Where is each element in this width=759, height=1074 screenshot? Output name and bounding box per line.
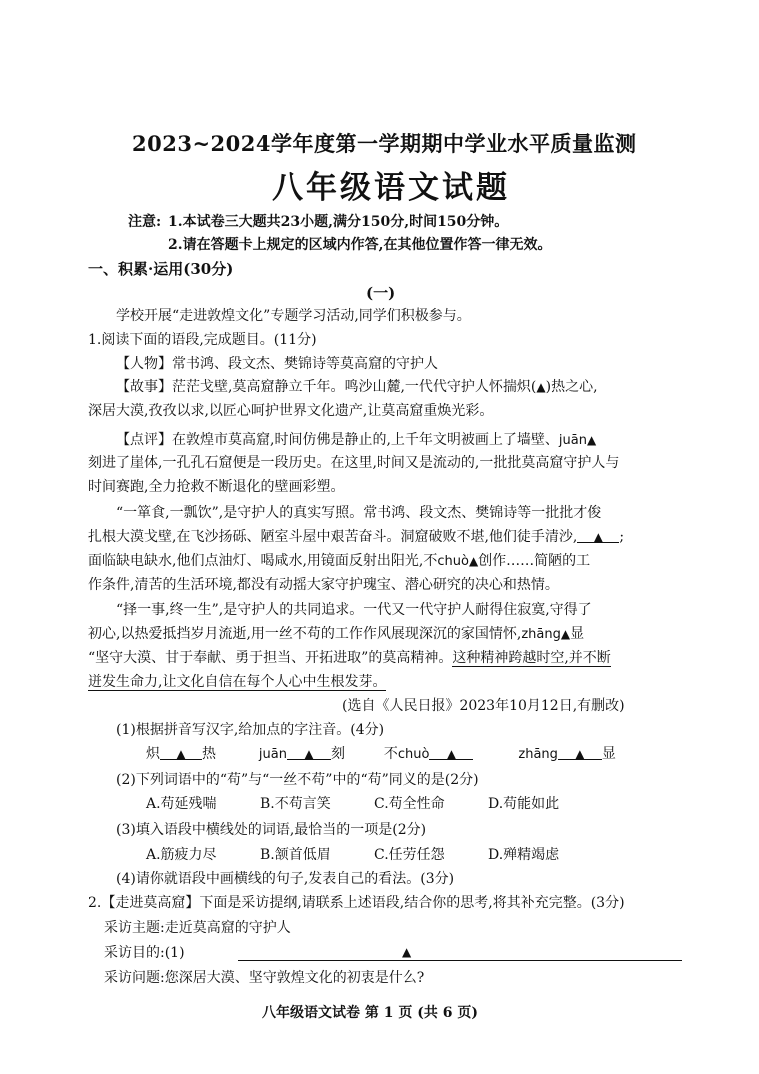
part-label: (一) bbox=[366, 284, 396, 302]
option-b[interactable]: B.不苟言笑 bbox=[260, 796, 331, 812]
section-intro: 学校开展“走进敦煌文化”专题学习活动,同学们积极参与。 bbox=[116, 308, 471, 324]
interview-topic: 采访主题:走近莫高窟的守护人 bbox=[104, 920, 291, 936]
question-1-stem: 1.阅读下面的语段,完成题目。(11分) bbox=[88, 332, 317, 348]
sub-question-2-options bbox=[146, 794, 559, 814]
passage-p3-line3: “坚守大漠、甘于奉献、勇于担当、开拓进取”的莫高精神。这种精神跨越时空,并不断 bbox=[88, 650, 611, 666]
underlined-sentence-part2: 迸发生命力,让文化自信在每个人心中生根发芽。 bbox=[88, 674, 387, 690]
passage-story-line2: 深居大漠,孜孜以求,以匠心呵护世界文化遗产,让莫高窟重焕光彩。 bbox=[88, 403, 494, 419]
underlined-sentence-part1: 这种精神跨越时空,并不断 bbox=[452, 650, 611, 666]
interview-purpose-answer-line[interactable] bbox=[238, 960, 682, 961]
option-d[interactable]: D.殚精竭虑 bbox=[488, 847, 560, 863]
exam-header: 2023~2024学年度第一学期期中学业水平质量监测 bbox=[132, 131, 637, 156]
passage-p2-line4: 作条件,清苦的生活环境,都没有动摇大家守护瑰宝、潜心研究的决心和热情。 bbox=[88, 577, 559, 593]
blank-marker-icon: ▲ bbox=[536, 380, 546, 394]
option-a[interactable]: A.筋疲力尽 bbox=[146, 847, 217, 863]
passage-p3-line4 bbox=[88, 672, 386, 692]
blank-marker-icon: ▲ bbox=[402, 945, 412, 959]
pinyin-zhang: zhāng bbox=[521, 627, 561, 642]
sub-question-2: (2)下列词语中的“苟”与“一丝不苟”中的“苟”同义的是(2分) bbox=[116, 772, 479, 788]
blank-marker-icon: ▲ bbox=[468, 554, 479, 568]
pinyin-juan: juān bbox=[558, 433, 587, 448]
passage-comment-line3: 时间赛跑,全力抢救不断退化的壁画彩塑。 bbox=[88, 479, 345, 495]
passage-people: 【人物】常书鸿、段文杰、樊锦诗等莫高窟的守护人 bbox=[116, 356, 438, 372]
notice-label: 注意: bbox=[128, 214, 162, 230]
answer-blank[interactable] bbox=[558, 744, 602, 760]
fill-in-blank bbox=[577, 527, 619, 543]
blank-marker-icon: ▲ bbox=[560, 627, 571, 641]
option-d[interactable]: D.苟能如此 bbox=[488, 796, 560, 812]
interview-purpose-label: 采访目的:(1) bbox=[104, 945, 185, 961]
answer-blank[interactable] bbox=[287, 744, 331, 760]
passage-p2-line1: “一箪食,一瓢饮”,是守护人的真实写照。常书鸿、段文杰、樊锦诗等一批批才俊 bbox=[116, 505, 602, 521]
sub-question-1: (1)根据拼音写汉字,给加点的字注音。(4分) bbox=[116, 722, 385, 738]
passage-p2-line3: 面临缺电缺水,他们点油灯、喝咸水,用镜面反射出阳光,不chuò▲创作……简陋的工 bbox=[88, 553, 591, 569]
passage-comment-line1: 【点评】在敦煌市莫高窟,时间仿佛是静止的,上千年文明被画上了墙壁、juān▲ bbox=[116, 432, 597, 448]
passage-p3-line1: “择一事,终一生”,是守护人的共同追求。一代又一代守护人耐得住寂寞,守得了 bbox=[116, 602, 592, 618]
exam-title: 八年级语文试题 bbox=[272, 170, 510, 206]
blank-marker-icon: ▲ bbox=[593, 530, 603, 544]
passage-comment-line2: 刻进了崖体,一孔孔石窟便是一段历史。在这里,时间又是流动的,一批批莫高窟守护人与 bbox=[88, 455, 620, 471]
notice-item-1: 1.本试卷三大题共23小题,满分150分,时间150分钟。 bbox=[168, 214, 509, 230]
option-b[interactable]: B.颔首低眉 bbox=[260, 847, 331, 863]
sub-question-3-options bbox=[146, 845, 559, 865]
passage-p2-line2: 扎根大漠戈壁,在飞沙扬砾、陋室斗屋中艰苦奋斗。洞窟破败不堪,他们徒手清沙, ▲ ; bbox=[88, 529, 625, 545]
interview-question: 采访问题:您深居大漠、坚守敦煌文化的初衷是什么? bbox=[104, 970, 425, 986]
option-c[interactable]: C.任劳任怨 bbox=[374, 847, 445, 863]
blank-marker-icon: ▲ bbox=[586, 433, 597, 447]
page-footer: 八年级语文试卷 第 1 页 (共 6 页) bbox=[262, 1005, 478, 1021]
option-c[interactable]: C.苟全性命 bbox=[374, 796, 445, 812]
answer-blank[interactable] bbox=[160, 744, 202, 760]
source-citation: (选自《人民日报》2023年10月12日,有删改) bbox=[342, 698, 625, 714]
question-2-stem: 2.【走进莫高窟】下面是采访提纲,请联系上述语段,结合你的思考,将其补充完整。(3分) bbox=[88, 895, 625, 911]
blank-marker-icon: ▲ bbox=[575, 747, 585, 761]
answer-blank[interactable] bbox=[429, 744, 473, 760]
blank-marker-icon: ▲ bbox=[304, 747, 314, 761]
notice-item-2: 2.请在答题卡上规定的区域内作答,在其他位置作答一律无效。 bbox=[168, 237, 552, 253]
sub-question-1-items: 炽 ▲ 热 juān ▲ 刻 不chuò ▲ zhāng ▲ 显 bbox=[146, 746, 616, 762]
blank-marker-icon: ▲ bbox=[446, 747, 457, 761]
sub-question-3: (3)填入语段中横线处的词语,最恰当的一项是(2分) bbox=[116, 822, 427, 838]
pinyin-chuo: chuò bbox=[437, 554, 469, 569]
passage-p3-line2: 初心,以热爱抵挡岁月流逝,用一丝不苟的工作作风展现深沉的家国情怀,zhāng▲显 bbox=[88, 626, 585, 642]
section-heading: 一、积累·运用(30分) bbox=[88, 260, 234, 278]
blank-marker-icon: ▲ bbox=[176, 747, 186, 761]
passage-story-line1: 【故事】茫茫戈壁,莫高窟静立千年。鸣沙山麓,一代代守护人怀揣炽(▲)热之心, bbox=[116, 379, 598, 395]
sub-question-4: (4)请你就语段中画横线的句子,发表自己的看法。(3分) bbox=[116, 871, 455, 887]
option-a[interactable]: A.苟延残喘 bbox=[146, 796, 217, 812]
